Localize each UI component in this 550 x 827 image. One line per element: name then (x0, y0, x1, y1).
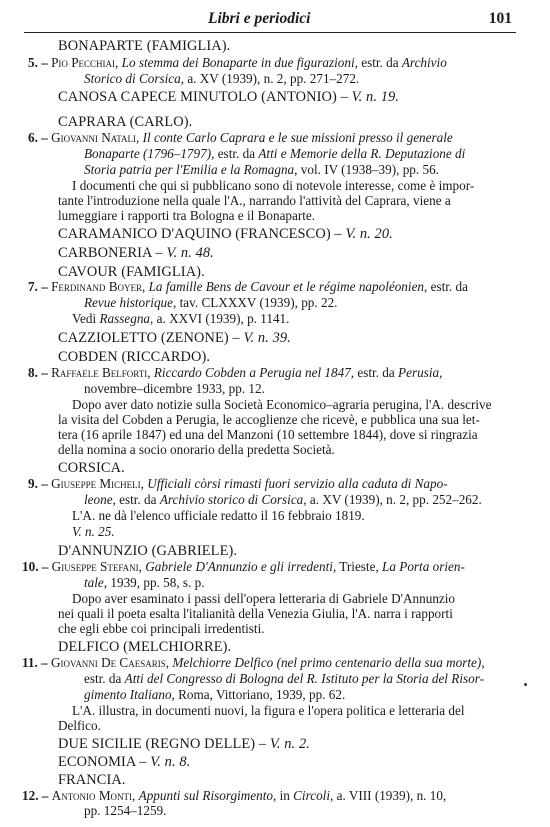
text-span: , estr. da (211, 146, 259, 161)
text-line (58, 622, 265, 636)
entry-heading (58, 115, 192, 129)
text-line (22, 560, 465, 574)
text-line (72, 704, 465, 718)
running-title: Libri e periodici (208, 10, 311, 27)
italic-text: Storico di Corsica (84, 71, 181, 86)
text-line (28, 56, 447, 70)
text-span: che egli ebbe coi principali irredentisti. (58, 621, 265, 636)
italic-text: Atti del Congresso di Bologna del R. Istituto per la Storia del Risor- (124, 671, 484, 686)
text-line (84, 672, 484, 686)
author-name: Giovanni De Caesaris (50, 655, 166, 670)
text-span: DUE SICILIE (REGNO DELLE) – (58, 736, 270, 752)
text-span: CANOSA CAPECE MINUTOLO (ANTONIO) – (58, 89, 352, 105)
entry-heading (58, 544, 237, 558)
text-span: I documenti che qui si pubblicano sono di notevole interesse, come è impor- (72, 178, 475, 193)
text-line (84, 576, 205, 590)
italic-text: Melchiorre Delfico (nel primo centenario della sua morte) (172, 655, 482, 670)
italic-text: Circoli (293, 788, 331, 803)
entry-heading (58, 265, 205, 279)
text-span: DELFICO (MELCHIORRE). (58, 639, 232, 655)
text-span: , in (272, 788, 294, 803)
text-span: CAVOUR (FAMIGLIA). (58, 264, 205, 280)
entry-number: 9. – (28, 476, 52, 491)
text-span: , a. XV (1939), n. 2, pp. 252–262. (303, 492, 482, 507)
entry-heading (58, 39, 230, 53)
entry-heading (58, 737, 310, 751)
entry-heading (58, 246, 214, 260)
text-span: BONAPARTE (FAMIGLIA). (58, 38, 231, 54)
text-line (72, 312, 289, 326)
text-span: estr. da (84, 671, 125, 686)
text-line (58, 413, 480, 427)
italic-text: Perusia (398, 365, 440, 380)
italic-text: V. n. 8. (150, 754, 191, 770)
text-line (72, 592, 455, 606)
italic-text: gimento Italiano (84, 687, 172, 702)
text-line (28, 366, 442, 380)
text-line (58, 209, 315, 223)
italic-text: Atti e Memorie della R. Deputazione di (258, 146, 466, 161)
text-line (28, 131, 453, 145)
text-span: nei quali il poeta esalta l'italianità della Venezia Giulia, l'A. narra i rapporti (58, 606, 453, 621)
text-span: , tav. CLXXXV (1939), pp. 22. (173, 295, 338, 310)
italic-text: Lo stemma dei Bonaparte in due figurazioni (121, 55, 355, 70)
entry-number: 12. – (22, 788, 52, 803)
italic-text: leone (84, 492, 113, 507)
italic-text: V. n. 48. (166, 245, 214, 261)
text-line (58, 719, 101, 733)
text-line (72, 525, 115, 539)
italic-text: Riccardo Cobden a Perugia nel 1847 (153, 365, 351, 380)
author-name: Pio Pecchiai (51, 55, 116, 70)
text-span: , Roma, Vittoriano, 1939, pp. 62. (171, 687, 346, 702)
text-span: , (132, 788, 139, 803)
text-span: lumeggiare i rapporti tra Bologna e il Bonaparte. (58, 208, 316, 223)
text-span: L'A. ne dà l'elenco ufficiale redatto il 16 febbraio 1819. (72, 508, 365, 523)
text-span: ECONOMIA – (58, 754, 151, 770)
entry-heading (58, 227, 393, 241)
italic-text: La Porta orien- (382, 559, 465, 574)
text-line (28, 477, 448, 491)
text-span: CAPRARA (CARLO). (58, 114, 193, 130)
text-line (22, 656, 485, 670)
entry-number: 10. – (22, 559, 52, 574)
entry-heading (58, 461, 125, 475)
entry-heading (58, 773, 126, 787)
text-span: COBDEN (RICCARDO). (58, 349, 211, 365)
entry-number: 11. – (22, 655, 51, 670)
text-span: , estr. da (350, 365, 399, 380)
italic-text: V. n. 25. (72, 524, 115, 539)
margin-mark (524, 683, 527, 686)
text-span: , (481, 655, 485, 670)
text-span: , (165, 655, 173, 670)
text-span: CAZZIOLETTO (ZENONE) – (58, 330, 244, 346)
text-span: , estr. da (354, 55, 402, 70)
text-span: della nomina a socio onorario della predetta Società. (58, 442, 335, 457)
text-line (28, 280, 468, 294)
text-span: tera (16 aprile 1847) ed una del Manzoni (10 settembre 1844), dove si ringrazia (58, 427, 478, 442)
italic-text: Revue historique (84, 295, 173, 310)
author-name: Giovanni Natali (51, 130, 137, 145)
text-span: Delfico. (58, 718, 101, 733)
text-span: , a. VIII (1939), n. 10, (330, 788, 447, 803)
text-span: , (138, 559, 146, 574)
text-line (22, 789, 446, 803)
italic-text: Gabriele D'Annunzio e gli irredenti (145, 559, 333, 574)
text-line (72, 179, 474, 193)
italic-text: V. n. 39. (243, 330, 291, 346)
entry-heading (58, 755, 190, 769)
author-name: Raffaele Belforti (51, 365, 148, 380)
text-span: Vedi (72, 311, 100, 326)
text-line (84, 493, 482, 507)
text-span: , (115, 55, 122, 70)
italic-text: Archivio (401, 55, 447, 70)
text-line (84, 72, 359, 86)
text-span: CARBONERIA – (58, 245, 167, 261)
text-line (84, 163, 439, 177)
text-span: Dopo aver dato notizie sulla Società Economico–agraria perugina, l'A. descrive (72, 397, 492, 412)
text-line (84, 804, 166, 818)
author-name: Antonio Monti (51, 788, 133, 803)
text-span: tante l'introduzione nella quale l'A., narrando l'attività del Caprara, viene a (58, 193, 451, 208)
text-line (84, 382, 265, 396)
text-span: , vol. IV (1938–39), pp. 56. (294, 162, 439, 177)
text-span: , (147, 365, 154, 380)
text-span: novembre–dicembre 1933, pp. 12. (84, 381, 265, 396)
italic-text: V. n. 19. (351, 89, 400, 105)
text-span: D'ANNUNZIO (GABRIELE). (58, 543, 238, 559)
entry-number: 7. – (28, 279, 52, 294)
entry-heading (58, 640, 231, 654)
italic-text: V. n. 20. (345, 226, 393, 242)
text-line (58, 194, 451, 208)
text-span: FRANCIA. (58, 772, 126, 788)
entry-number: 5. – (28, 55, 52, 70)
page-number: 101 (488, 10, 512, 27)
italic-text: Bonaparte (1796–1797) (84, 146, 212, 161)
text-span: Dopo aver esaminato i passi dell'opera letteraria di Gabriele D'Annunzio (72, 591, 456, 606)
italic-text: V. n. 2. (269, 736, 310, 752)
italic-text: Storia patria per l'Emilia e la Romagna (84, 162, 295, 177)
running-header (24, 8, 516, 33)
text-line (84, 688, 345, 702)
text-span: , 1939, pp. 58, s. p. (103, 575, 205, 590)
italic-text: tale (84, 575, 104, 590)
text-span: CORSICA. (58, 460, 125, 476)
text-span: la visita del Cobden a Perugia, le accoglienze che ricevè, e pubblica una sua let- (58, 412, 480, 427)
text-span: , a. XXVI (1939), p. 1141. (150, 311, 290, 326)
italic-text: Il conte Carlo Caprara e le sue missioni presso il generale (142, 130, 453, 145)
italic-text: La famille Bens de Cavour et le régime napoléonien (148, 279, 425, 294)
entry-number: 8. – (28, 365, 52, 380)
text-span: CARAMANICO D'AQUINO (FRANCESCO) – (58, 226, 346, 242)
text-span: , (136, 130, 143, 145)
author-name: Ferdinand Boyer (51, 279, 142, 294)
text-line (58, 443, 335, 457)
entry-heading (58, 331, 291, 345)
author-name: Giuseppe Stefani (51, 559, 139, 574)
text-span: pp. 1254–1259. (84, 803, 167, 818)
text-span: , Trieste, (332, 559, 383, 574)
text-span: , estr. da (112, 492, 160, 507)
text-line (84, 296, 337, 310)
entry-number: 6. – (28, 130, 52, 145)
text-line (72, 509, 365, 523)
text-span: , (142, 279, 149, 294)
text-span: , a. XV (1939), n. 2, pp. 271–272. (180, 71, 360, 86)
entry-heading (58, 350, 210, 364)
text-line (84, 147, 465, 161)
author-name: Giuseppe Micheli (51, 476, 141, 491)
text-line (58, 607, 453, 621)
italic-text: Archivio storico di Corsica (159, 492, 304, 507)
italic-text: Rassegna (99, 311, 151, 326)
italic-text: Ufficiali còrsi rimasti fuori servizio alla caduta di Napo- (147, 476, 448, 491)
text-span: , (439, 365, 443, 380)
text-span: , (140, 476, 148, 491)
entry-heading (58, 90, 399, 104)
italic-text: Appunti sul Risorgimento (138, 788, 273, 803)
text-line (58, 428, 478, 442)
text-line (72, 398, 491, 412)
text-span: L'A. illustra, in documenti nuovi, la figura e l'opera politica e letteraria del (72, 703, 465, 718)
text-span: , estr. da (424, 279, 468, 294)
